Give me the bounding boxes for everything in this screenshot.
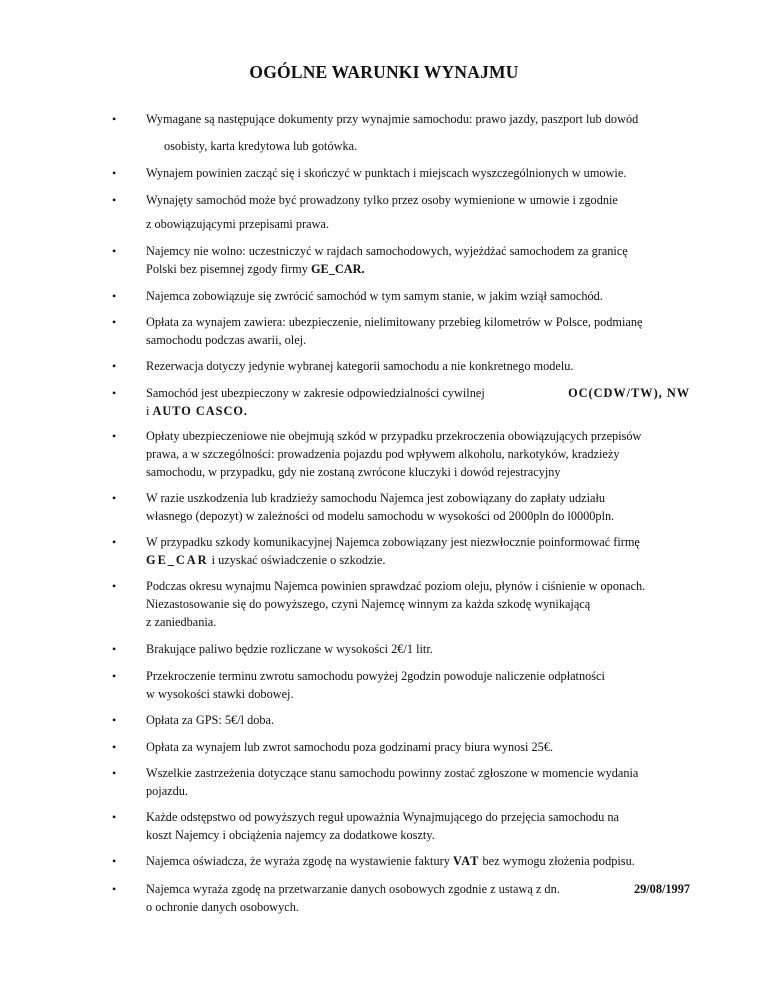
item-line (146, 880, 690, 898)
bullet: • (112, 882, 117, 896)
law-date: 29/08/1997 (633, 882, 690, 896)
item-line: samochodu podczas awarii, olej. (146, 333, 307, 347)
item-line (146, 384, 690, 402)
bullet: • (112, 766, 117, 780)
item-text: Brakujące paliwo będzie rozliczane w wysokości 2€/1 litr. (146, 642, 433, 656)
item-line: Każde odstępstwo od powyższych reguł upoważnia Wynajmującego do przejęcia samochodu na (146, 810, 619, 824)
item-line: prawa, a w szczególności: prowadzenia pojazdu pod wpływem alkoholu, narkotyków, kradzieży (146, 447, 620, 461)
item-line: Wszelkie zastrzeżenia dotyczące stanu samochodu powinny zostać zgłoszone w momencie wydania (146, 766, 639, 780)
item-line: Opłaty ubezpieczeniowe nie obejmują szkód w przypadku przekroczenia obowiązujących przepisów (146, 429, 642, 443)
company-name: GE_CAR. (310, 262, 365, 276)
bullet: • (112, 193, 117, 207)
item-line: o ochronie danych osobowych. (146, 900, 299, 914)
item-line: z zaniedbania. (146, 615, 217, 629)
item-line: Najemcy nie wolno: uczestniczyć w rajdach samochodowych, wyjeżdżać samochodem za granicę (146, 244, 628, 258)
item-text (146, 880, 690, 916)
bullet: • (112, 429, 117, 443)
item-text: z obowiązującymi przepisami prawa. (146, 217, 330, 231)
bullet: • (112, 535, 117, 549)
bullet: • (112, 491, 117, 505)
item-text: Wymagane są następujące dokumenty przy wynajmie samochodu: prawo jazdy, paszport lub dowód (146, 112, 639, 126)
item-line: i (146, 404, 153, 418)
item-line: własnego (depozyt) w zależności od modelu samochodu w wysokości od 2000pln do l0000pln. (146, 509, 615, 523)
item-line: samochodu, w przypadku, gdy nie zostaną zwrócone kluczyki i dowód rejestracyjny (146, 465, 561, 479)
company-name: GE_CAR (146, 553, 209, 567)
insurance-type: OC(CDW/TW), NW (568, 386, 690, 400)
item-line: Polski bez pisemnej zgody firmy (146, 262, 311, 276)
item-line: Przekroczenie terminu zwrotu samochodu powyżej 2godzin powoduje naliczenie odpłatności (146, 669, 605, 683)
item-text (146, 427, 690, 481)
bullet: • (112, 315, 117, 329)
item-line: W razie uszkodzenia lub kradzieży samochodu Najemca jest zobowiązany do zapłaty udziału (146, 491, 606, 505)
item-text (146, 242, 690, 278)
bullet: • (112, 359, 117, 373)
item-text (146, 489, 690, 525)
item-line: Opłata za wynajem zawiera: ubezpieczenie, nielimitowany przebieg kilometrów w Polsce, podmianę (146, 315, 643, 329)
item-text (146, 384, 690, 420)
item-text (146, 667, 690, 703)
item-text: Najemca zobowiązuje się zwrócić samochód w tym samym stanie, w jakim wziął samochód. (146, 289, 603, 303)
item-text (146, 313, 690, 349)
item-line: W przypadku szkody komunikacyjnej Najemca zobowiązany jest niezwłocznie poinformować firmę (146, 535, 640, 549)
bullet: • (112, 642, 117, 656)
vat-label: VAT (452, 854, 480, 868)
document-title: OGÓLNE WARUNKI WYNAJMU (249, 62, 519, 82)
item-text: Opłata za GPS: 5€/l doba. (146, 713, 275, 727)
item-line: pojazdu. (146, 784, 189, 798)
item-text (146, 533, 690, 569)
item-text (146, 852, 690, 870)
bullet: • (112, 386, 117, 400)
item-text (146, 764, 690, 800)
item-line-text: Najemca wyraża zgodę na przetwarzanie danych osobowych zgodnie z ustawą z dn. (146, 882, 560, 896)
item-line: w wysokości stawki dobowej. (146, 687, 294, 701)
item-text (146, 577, 690, 631)
bullet: • (112, 713, 117, 727)
item-line: koszt Najemcy i obciążenia najemcy za dodatkowe koszty. (146, 828, 435, 842)
item-line: i uzyskać oświadczenie o szkodzie. (208, 553, 386, 567)
item-text: Wynajem powinien zacząć się i skończyć w punktach i miejscach wyszczególnionych w umowie. (146, 166, 627, 180)
insurance-type: AUTO CASCO. (152, 404, 248, 418)
item-text: osobisty, karta kredytowa lub gotówka. (164, 139, 358, 153)
bullet: • (112, 669, 117, 683)
bullet: • (112, 810, 117, 824)
item-line: Podczas okresu wynajmu Najemca powinien sprawdzać poziom oleju, płynów i ciśnienie w oponach. (146, 579, 646, 593)
bullet: • (112, 244, 117, 258)
bullet: • (112, 854, 117, 868)
item-text (146, 808, 690, 844)
bullet: • (112, 579, 117, 593)
bullet: • (112, 740, 117, 754)
bullet: • (112, 166, 117, 180)
item-line: Niezastosowanie się do powyższego, czyni Najemcę winnym za każda szkodę wynikającą (146, 597, 591, 611)
item-line-text: Samochód jest ubezpieczony w zakresie odpowiedzialności cywilnej (146, 386, 485, 400)
bullet: • (112, 112, 117, 126)
item-text: Rezerwacja dotyczy jedynie wybranej kategorii samochodu a nie konkretnego modelu. (146, 359, 574, 373)
bullet: • (112, 289, 117, 303)
item-text: Opłata za wynajem lub zwrot samochodu poza godzinami pracy biura wynosi 25€. (146, 740, 554, 754)
item-text: Wynajęty samochód może być prowadzony tylko przez osoby wymienione w umowie i zgodnie (146, 193, 618, 207)
item-line: Najemca oświadcza, że wyraża zgodę na wystawienie faktury (146, 854, 453, 868)
item-line: bez wymogu złożenia podpisu. (479, 854, 635, 868)
